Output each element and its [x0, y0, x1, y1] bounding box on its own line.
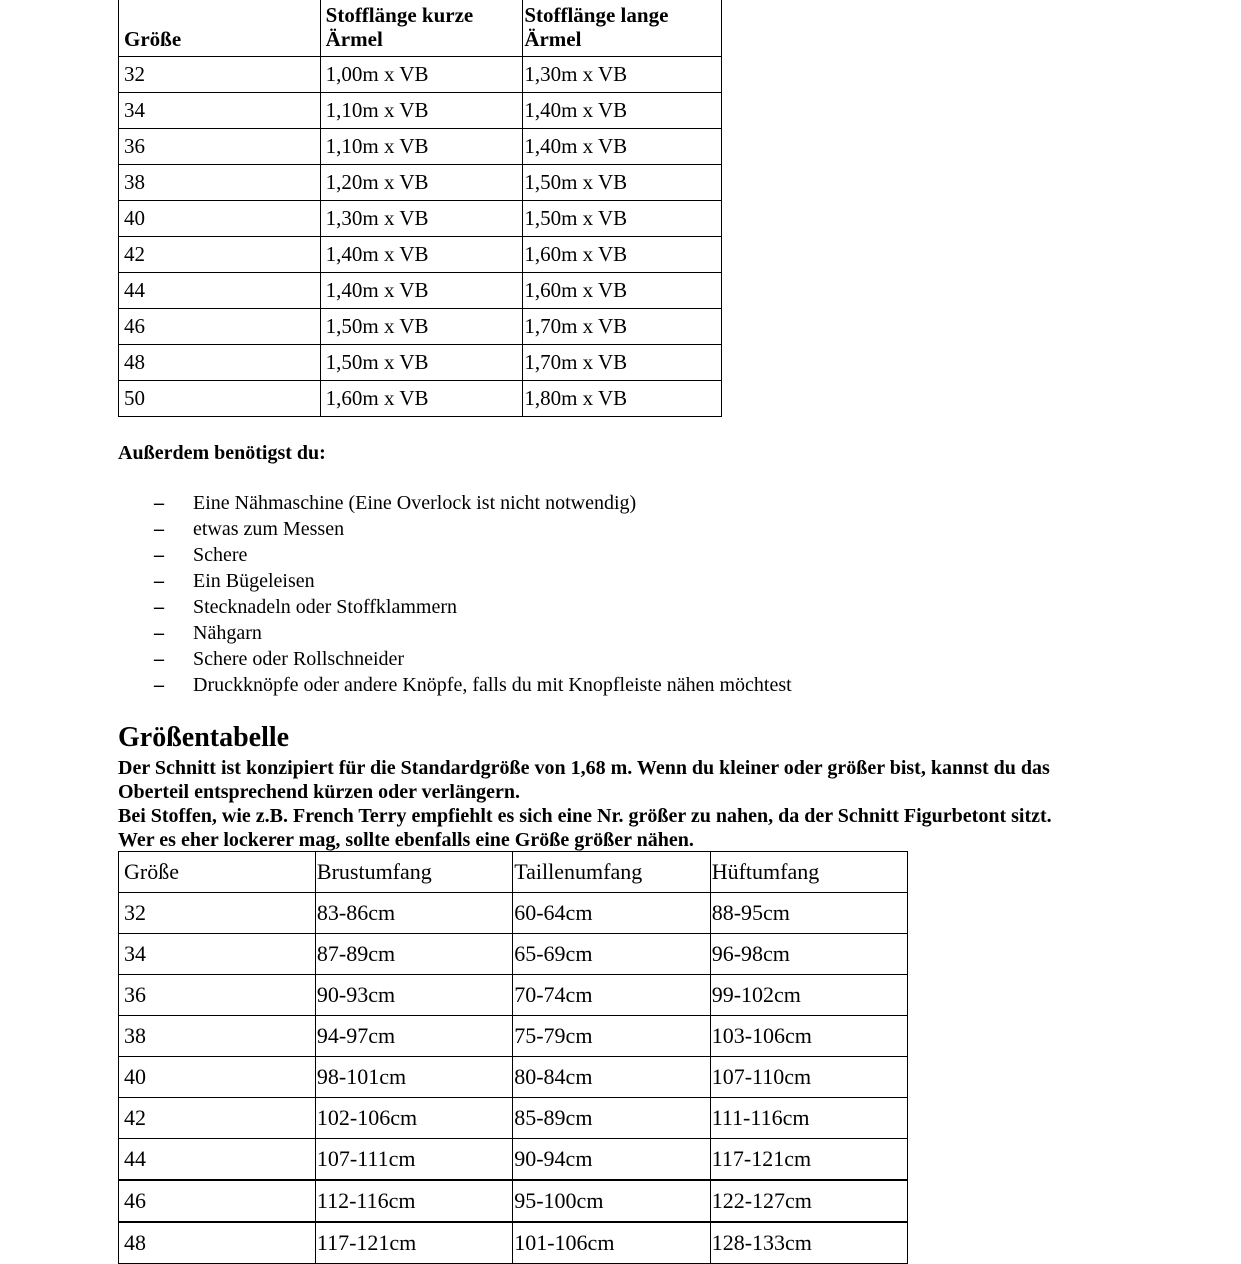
table-cell: 38 [119, 1016, 316, 1057]
table-cell: 94-97cm [315, 1016, 512, 1057]
extras-list [118, 490, 792, 698]
table-cell: 88-95cm [710, 893, 907, 934]
list-item-text: Schere [193, 544, 248, 566]
table-cell: 95-100cm [513, 1180, 710, 1222]
table-cell: 80-84cm [513, 1057, 710, 1098]
fabric-length-table [118, 0, 722, 417]
table-cell: 36 [119, 129, 321, 165]
table-cell: 1,60m x VB [523, 273, 722, 309]
table-row [119, 129, 722, 165]
table-cell: 1,00m x VB [320, 57, 523, 93]
table-cell: 90-94cm [513, 1139, 710, 1181]
list-item-text: Eine Nähmaschine (Eine Overlock ist nicht notwendig) [193, 492, 637, 514]
table-cell: 87-89cm [315, 934, 512, 975]
size-note: Wer es eher lockerer mag, sollte ebenfalls eine Größe größer nähen. [118, 829, 694, 851]
list-item [118, 516, 792, 542]
table-cell: 1,60m x VB [320, 381, 523, 417]
table-row [119, 201, 722, 237]
table-cell: 44 [119, 273, 321, 309]
list-item [118, 594, 792, 620]
table-cell: 65-69cm [513, 934, 710, 975]
table-cell: 90-93cm [315, 975, 512, 1016]
table-cell: 101-106cm [513, 1222, 710, 1264]
table-cell: 1,30m x VB [523, 57, 722, 93]
table-cell: 1,50m x VB [320, 309, 523, 345]
table-cell: 128-133cm [710, 1222, 907, 1264]
table-row [119, 1222, 908, 1264]
list-item-text: etwas zum Messen [193, 518, 345, 540]
table-row [119, 893, 908, 934]
list-item-text: Druckknöpfe oder andere Knöpfe, falls du mit Knopfleiste nähen möchtest [193, 674, 792, 696]
table-row [119, 975, 908, 1016]
table-cell: 42 [119, 1098, 316, 1139]
table-cell: 1,40m x VB [320, 273, 523, 309]
dash-bullet-icon: – [154, 544, 164, 566]
dash-bullet-icon: – [154, 648, 164, 670]
table-row [119, 1139, 908, 1181]
extras-heading: Außerdem benötigst du: [118, 442, 326, 464]
size-chart-title: Größentabelle [118, 722, 290, 753]
table-cell: 46 [119, 1180, 316, 1222]
dash-bullet-icon: – [154, 596, 164, 618]
table-cell: 48 [119, 1222, 316, 1264]
list-item-text: Nähgarn [193, 622, 262, 644]
table-cell: 99-102cm [710, 975, 907, 1016]
table-cell: 34 [119, 93, 321, 129]
table-cell: 117-121cm [710, 1139, 907, 1181]
table-row [119, 934, 908, 975]
list-item-text: Schere oder Rollschneider [193, 648, 405, 670]
table-header-row [119, 0, 722, 57]
table-cell: 36 [119, 975, 316, 1016]
dash-bullet-icon: – [154, 518, 164, 540]
table-cell: 42 [119, 237, 321, 273]
header-cell: Stofflänge kurze Ärmel [320, 0, 523, 57]
table-row [119, 309, 722, 345]
table-cell: 38 [119, 165, 321, 201]
table-row [119, 273, 722, 309]
size-chart-table [118, 851, 908, 1264]
size-note: Bei Stoffen, wie z.B. French Terry empfiehlt es sich eine Nr. größer zu nahen, da der Schnitt Figurbetont sitzt. [118, 805, 1052, 827]
table-cell: 44 [119, 1139, 316, 1181]
table-row [119, 1016, 908, 1057]
dash-bullet-icon: – [154, 570, 164, 592]
table-cell: 102-106cm [315, 1098, 512, 1139]
header-cell: Größe [119, 0, 321, 57]
table-row [119, 57, 722, 93]
list-item [118, 542, 792, 568]
dash-bullet-icon: – [154, 622, 164, 644]
list-item [118, 646, 792, 672]
table-cell: 1,40m x VB [523, 129, 722, 165]
header-cell: Hüftumfang [710, 852, 907, 893]
table-cell: 122-127cm [710, 1180, 907, 1222]
header-cell: Größe [119, 852, 316, 893]
list-item [118, 490, 792, 516]
table-cell: 50 [119, 381, 321, 417]
table-cell: 1,50m x VB [320, 345, 523, 381]
table-cell: 83-86cm [315, 893, 512, 934]
table-cell: 1,70m x VB [523, 345, 722, 381]
table-cell: 111-116cm [710, 1098, 907, 1139]
table-cell: 1,70m x VB [523, 309, 722, 345]
table-cell: 98-101cm [315, 1057, 512, 1098]
table-cell: 40 [119, 1057, 316, 1098]
dash-bullet-icon: – [154, 674, 164, 696]
table-cell: 1,30m x VB [320, 201, 523, 237]
table-cell: 75-79cm [513, 1016, 710, 1057]
table-cell: 117-121cm [315, 1222, 512, 1264]
table-row [119, 165, 722, 201]
header-cell: Brustumfang [315, 852, 512, 893]
list-item [118, 672, 792, 698]
table-cell: 40 [119, 201, 321, 237]
table-cell: 85-89cm [513, 1098, 710, 1139]
table-cell: 1,60m x VB [523, 237, 722, 273]
table-cell: 103-106cm [710, 1016, 907, 1057]
table-cell: 1,10m x VB [320, 93, 523, 129]
table-row [119, 93, 722, 129]
size-chart-notes [118, 756, 1118, 852]
size-note: Der Schnitt ist konzipiert für die Standardgröße von 1,68 m. Wenn du kleiner oder größer bist, kannst du das Oberteil entsprechend kürzen oder verlängern. [118, 757, 1050, 803]
table-cell: 1,20m x VB [320, 165, 523, 201]
table-row [119, 381, 722, 417]
table-row [119, 1180, 908, 1222]
table-cell: 112-116cm [315, 1180, 512, 1222]
table-cell: 1,40m x VB [320, 237, 523, 273]
header-cell: Taillenumfang [513, 852, 710, 893]
list-item-text: Stecknadeln oder Stoffklammern [193, 596, 458, 618]
table-cell: 1,40m x VB [523, 93, 722, 129]
table-row [119, 1098, 908, 1139]
table-row [119, 345, 722, 381]
table-row [119, 1057, 908, 1098]
list-item-text: Ein Bügeleisen [193, 570, 315, 592]
table-cell: 32 [119, 57, 321, 93]
table-cell: 1,80m x VB [523, 381, 722, 417]
table-cell: 1,10m x VB [320, 129, 523, 165]
table-cell: 60-64cm [513, 893, 710, 934]
table-cell: 34 [119, 934, 316, 975]
table-header-row [119, 852, 908, 893]
table-cell: 32 [119, 893, 316, 934]
table-cell: 107-111cm [315, 1139, 512, 1181]
table-row [119, 237, 722, 273]
header-cell: Stofflänge lange Ärmel [523, 0, 722, 57]
list-item [118, 620, 792, 646]
list-item [118, 568, 792, 594]
table-cell: 46 [119, 309, 321, 345]
table-cell: 70-74cm [513, 975, 710, 1016]
table-cell: 96-98cm [710, 934, 907, 975]
table-cell: 48 [119, 345, 321, 381]
table-cell: 1,50m x VB [523, 165, 722, 201]
table-cell: 107-110cm [710, 1057, 907, 1098]
table-cell: 1,50m x VB [523, 201, 722, 237]
dash-bullet-icon: – [154, 492, 164, 514]
